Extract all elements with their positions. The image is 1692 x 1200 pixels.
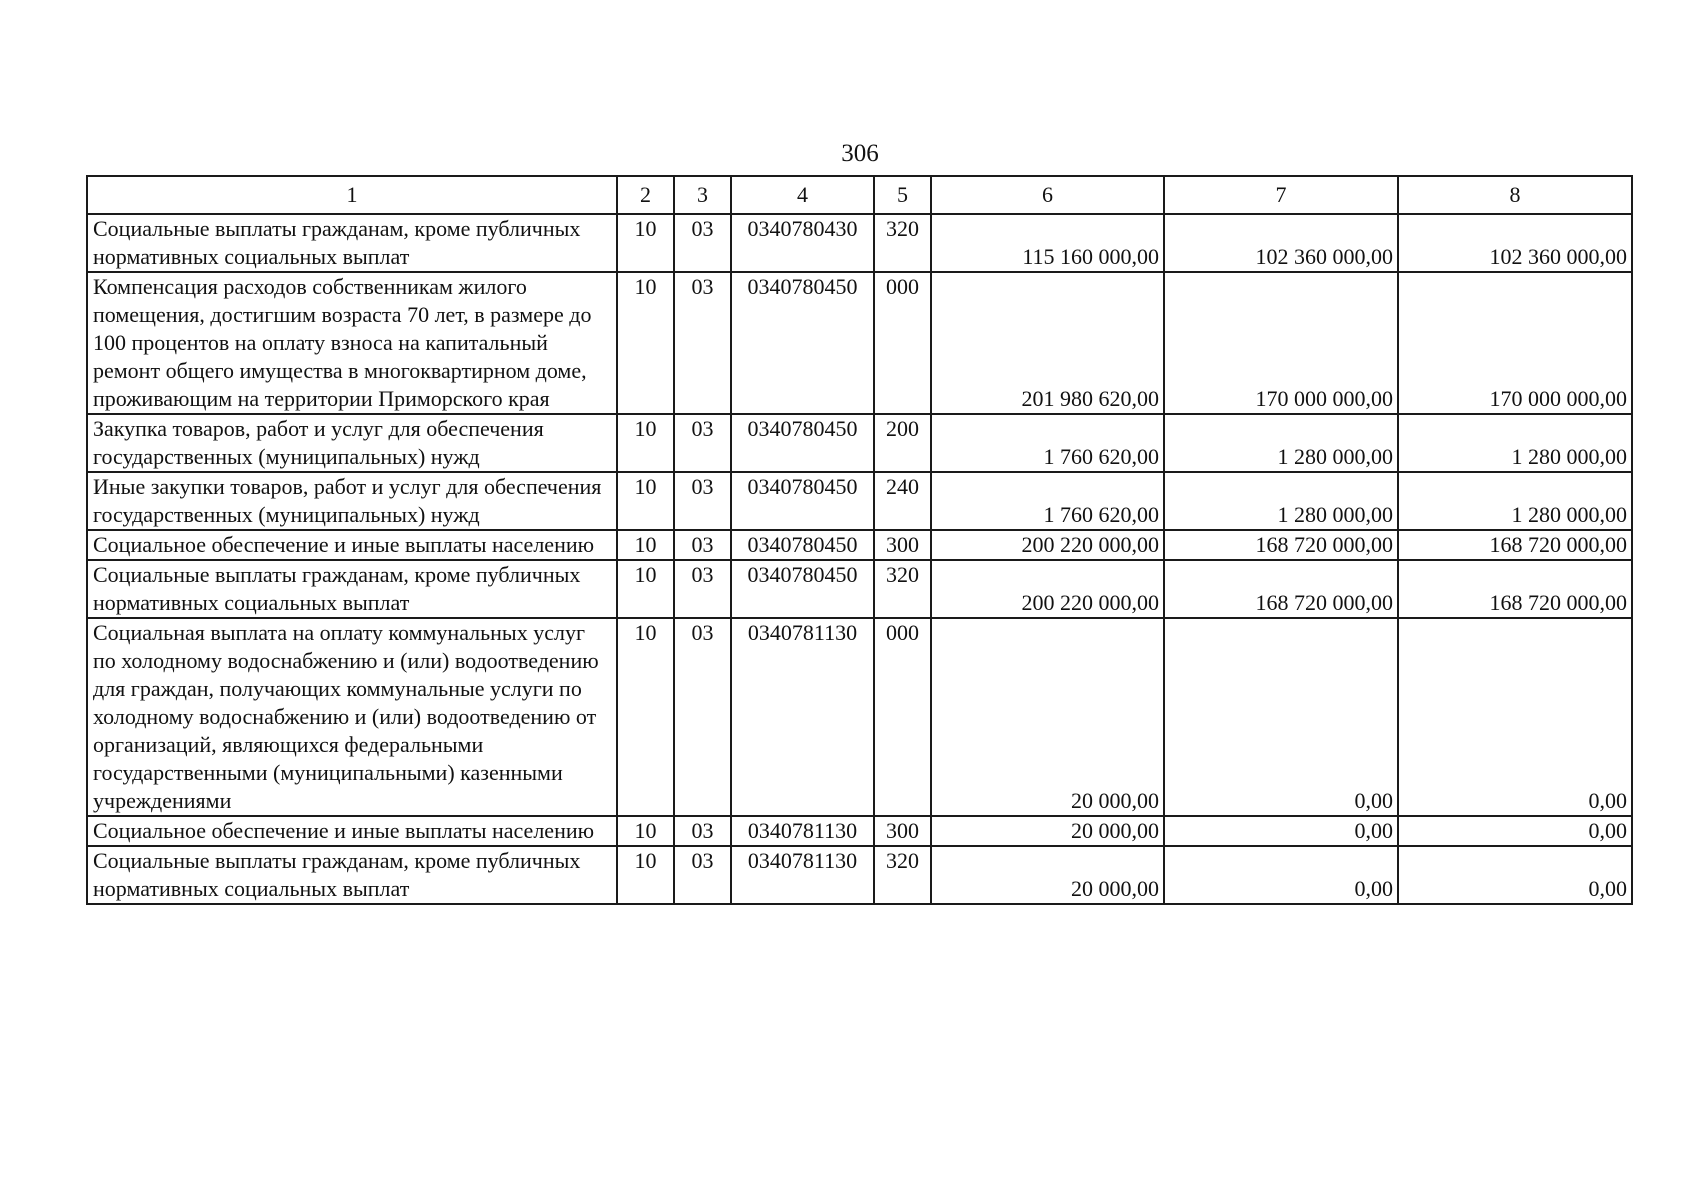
- section-code: 10: [617, 618, 674, 816]
- target-article-code: 0340780450: [731, 560, 874, 618]
- expense-name: Иные закупки товаров, работ и услуг для обеспечения государственных (муниципальных) нужд: [87, 472, 617, 530]
- expense-type-code: 000: [874, 618, 931, 816]
- amount-col-8: 168 720 000,00: [1398, 530, 1632, 560]
- section-code: 10: [617, 530, 674, 560]
- target-article-code: 0340781130: [731, 816, 874, 846]
- expense-type-code: 320: [874, 560, 931, 618]
- subsection-code: 03: [674, 272, 731, 414]
- amount-col-7: 1 280 000,00: [1164, 472, 1398, 530]
- amount-col-6: 201 980 620,00: [931, 272, 1164, 414]
- amount-col-8: 168 720 000,00: [1398, 560, 1632, 618]
- column-header: 3: [674, 176, 731, 214]
- target-article-code: 0340780450: [731, 530, 874, 560]
- expense-name: Социальные выплаты гражданам, кроме публичных нормативных социальных выплат: [87, 560, 617, 618]
- budget-table: [86, 175, 1633, 905]
- table-row: [87, 414, 1632, 472]
- column-header: 4: [731, 176, 874, 214]
- expense-type-code: 320: [874, 214, 931, 272]
- table-row: [87, 214, 1632, 272]
- expense-type-code: 300: [874, 530, 931, 560]
- amount-col-8: 1 280 000,00: [1398, 472, 1632, 530]
- section-code: 10: [617, 414, 674, 472]
- table-body: [87, 176, 1632, 904]
- table-row: [87, 472, 1632, 530]
- amount-col-8: 0,00: [1398, 618, 1632, 816]
- column-header: 7: [1164, 176, 1398, 214]
- subsection-code: 03: [674, 816, 731, 846]
- column-number-row: [87, 176, 1632, 214]
- target-article-code: 0340780450: [731, 414, 874, 472]
- section-code: 10: [617, 846, 674, 904]
- expense-type-code: 320: [874, 846, 931, 904]
- amount-col-7: 0,00: [1164, 618, 1398, 816]
- subsection-code: 03: [674, 560, 731, 618]
- target-article-code: 0340780450: [731, 272, 874, 414]
- expense-type-code: 000: [874, 272, 931, 414]
- column-header: 2: [617, 176, 674, 214]
- target-article-code: 0340781130: [731, 618, 874, 816]
- table-row: [87, 272, 1632, 414]
- subsection-code: 03: [674, 846, 731, 904]
- expense-type-code: 240: [874, 472, 931, 530]
- expense-name: Закупка товаров, работ и услуг для обеспечения государственных (муниципальных) нужд: [87, 414, 617, 472]
- subsection-code: 03: [674, 472, 731, 530]
- amount-col-6: 20 000,00: [931, 846, 1164, 904]
- amount-col-7: 168 720 000,00: [1164, 560, 1398, 618]
- table-row: [87, 846, 1632, 904]
- section-code: 10: [617, 560, 674, 618]
- amount-col-7: 0,00: [1164, 846, 1398, 904]
- amount-col-8: 102 360 000,00: [1398, 214, 1632, 272]
- amount-col-7: 170 000 000,00: [1164, 272, 1398, 414]
- amount-col-8: 170 000 000,00: [1398, 272, 1632, 414]
- amount-col-6: 1 760 620,00: [931, 472, 1164, 530]
- amount-col-6: 200 220 000,00: [931, 560, 1164, 618]
- amount-col-6: 20 000,00: [931, 816, 1164, 846]
- amount-col-8: 1 280 000,00: [1398, 414, 1632, 472]
- section-code: 10: [617, 472, 674, 530]
- amount-col-7: 102 360 000,00: [1164, 214, 1398, 272]
- column-header: 1: [87, 176, 617, 214]
- page-number: 306: [841, 140, 879, 167]
- amount-col-7: 1 280 000,00: [1164, 414, 1398, 472]
- expense-type-code: 200: [874, 414, 931, 472]
- column-header: 6: [931, 176, 1164, 214]
- amount-col-6: 20 000,00: [931, 618, 1164, 816]
- amount-col-6: 1 760 620,00: [931, 414, 1164, 472]
- table-row: [87, 560, 1632, 618]
- section-code: 10: [617, 816, 674, 846]
- target-article-code: 0340781130: [731, 846, 874, 904]
- expense-name: Социальные выплаты гражданам, кроме публичных нормативных социальных выплат: [87, 846, 617, 904]
- table-row: [87, 618, 1632, 816]
- target-article-code: 0340780430: [731, 214, 874, 272]
- amount-col-8: 0,00: [1398, 846, 1632, 904]
- table-row: [87, 530, 1632, 560]
- amount-col-7: 0,00: [1164, 816, 1398, 846]
- expense-name: Компенсация расходов собственникам жилого помещения, достигшим возраста 70 лет, в размере до 100 процентов на оплату взноса на капитальный ремонт общего имущества в многоквартирном доме, проживающим на территории Приморского края: [87, 272, 617, 414]
- expense-name: Социальное обеспечение и иные выплаты населению: [87, 530, 617, 560]
- amount-col-8: 0,00: [1398, 816, 1632, 846]
- target-article-code: 0340780450: [731, 472, 874, 530]
- section-code: 10: [617, 214, 674, 272]
- table-row: [87, 816, 1632, 846]
- column-header: 8: [1398, 176, 1632, 214]
- expense-name: Социальные выплаты гражданам, кроме публичных нормативных социальных выплат: [87, 214, 617, 272]
- amount-col-6: 200 220 000,00: [931, 530, 1164, 560]
- amount-col-7: 168 720 000,00: [1164, 530, 1398, 560]
- subsection-code: 03: [674, 530, 731, 560]
- section-code: 10: [617, 272, 674, 414]
- expense-type-code: 300: [874, 816, 931, 846]
- subsection-code: 03: [674, 214, 731, 272]
- subsection-code: 03: [674, 414, 731, 472]
- expense-name: Социальная выплата на оплату коммунальных услуг по холодному водоснабжению и (или) водоотведению для граждан, получающих коммунальные услуги по холодному водоснабжению и (или) водоотведению от организаций, являющихся федеральными государственными (муниципальными) казенными учреждениями: [87, 618, 617, 816]
- amount-col-6: 115 160 000,00: [931, 214, 1164, 272]
- expense-name: Социальное обеспечение и иные выплаты населению: [87, 816, 617, 846]
- subsection-code: 03: [674, 618, 731, 816]
- column-header: 5: [874, 176, 931, 214]
